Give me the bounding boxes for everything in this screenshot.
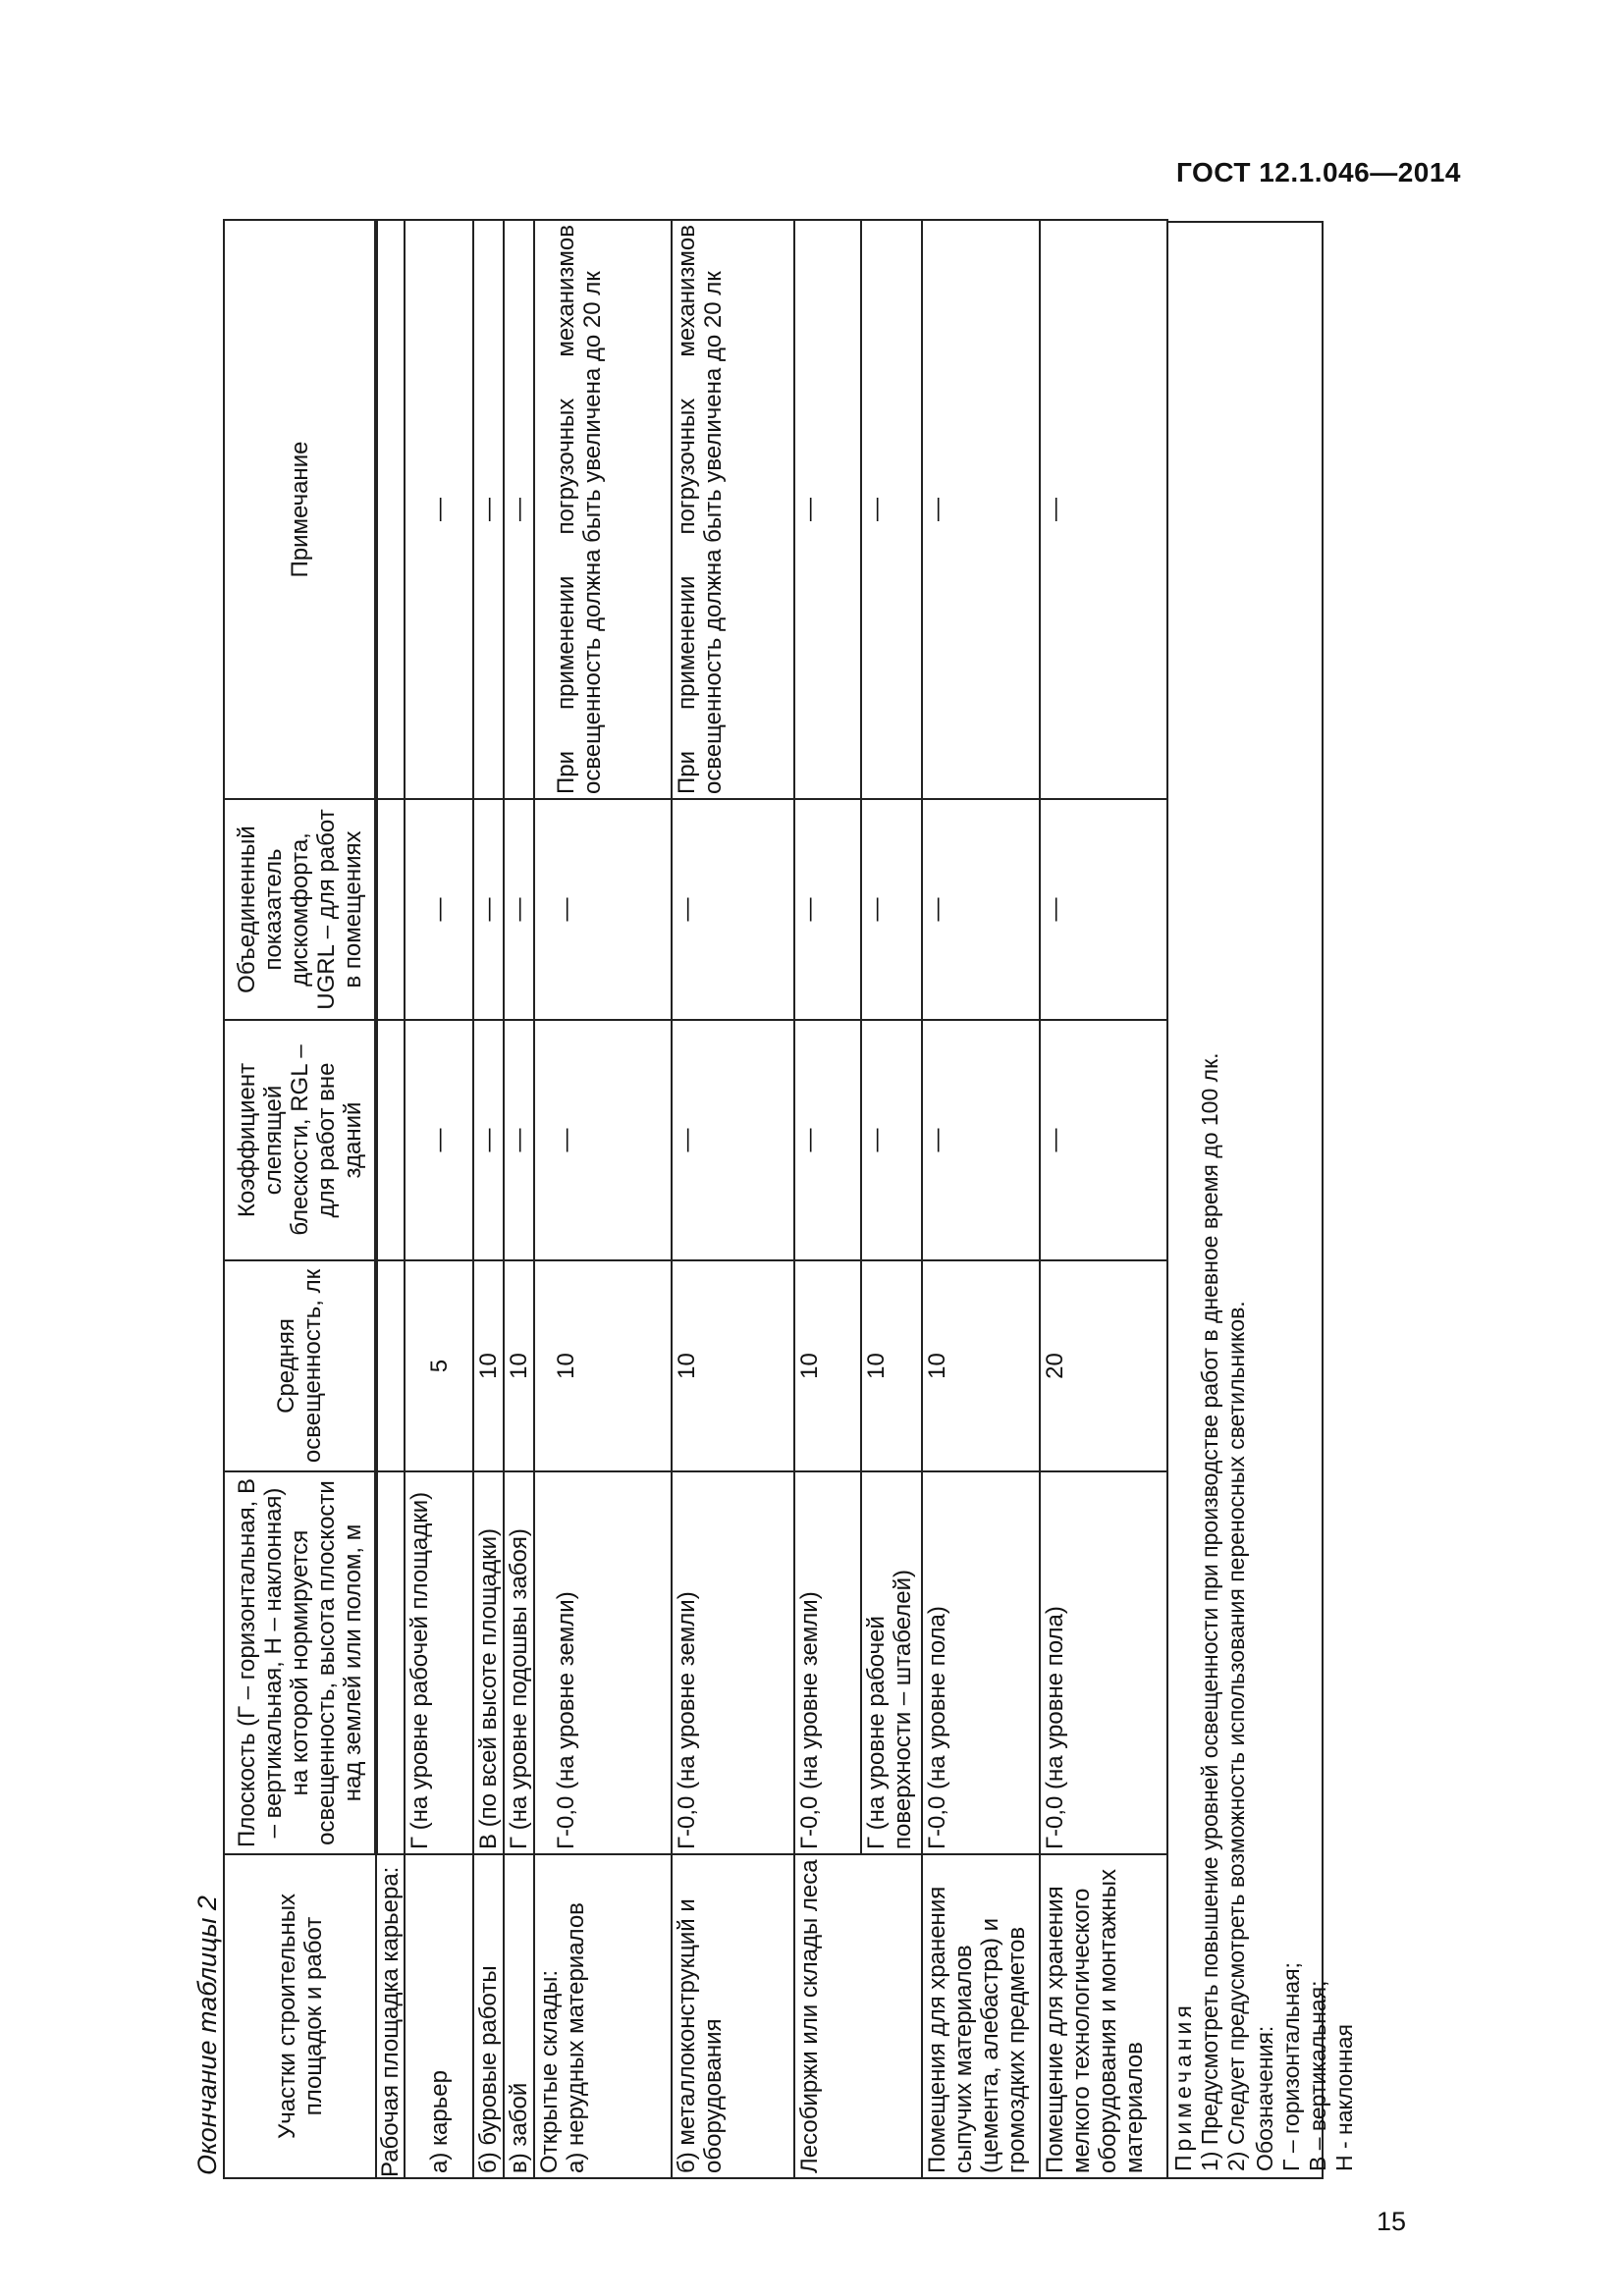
cell-area: Открытые склады: а) нерудных материалов [534, 1854, 672, 2178]
table-notes [1168, 221, 1357, 2179]
cell-lux: 10 [473, 1260, 504, 1471]
note-item: 2) Следует предусмотреть возможность использования переносных светильников. [1223, 1301, 1249, 2171]
cell-area: Помещение для хранения мелкого технологического оборудования и монтажных материалов [1040, 1854, 1167, 2178]
cell-note: — [861, 220, 922, 799]
table-row [504, 220, 534, 2178]
legend-item: Н - наклонная [1331, 2024, 1357, 2171]
page-number: 15 [1377, 2207, 1407, 2236]
cell-area: б) буровые работы [473, 1854, 504, 2178]
legend-title: Обозначения: [1252, 2025, 1277, 2171]
legend-item: В – вертикальная; [1305, 1980, 1330, 2171]
cell-lux: 10 [922, 1260, 1040, 1471]
cell-note: — [922, 220, 1040, 799]
cell-area: а) карьер [405, 1854, 473, 2178]
table-row [794, 220, 861, 2178]
cell-ugrl: — [672, 799, 794, 1020]
cell-lux: 10 [534, 1260, 672, 1471]
cell-lux: 10 [672, 1260, 794, 1471]
cell-ugrl: — [473, 799, 504, 1020]
table-header-row [224, 220, 376, 2178]
notes-title: Примечания [1170, 2002, 1196, 2171]
standard-header: ГОСТ 12.1.046—2014 [1176, 157, 1461, 187]
cell-area: Рабочая площадка карьера: [376, 1854, 405, 2178]
cell-note: — [405, 220, 473, 799]
rotated-table-sheet [191, 221, 1357, 2179]
cell-lux: 5 [405, 1260, 473, 1471]
col-header-plane: Плоскость (Г – горизонтальная, В – вертикальная, Н – наклонная) на которой нормируется освещенность, высота плоскости над землей или полом, м [224, 1471, 376, 1854]
col-header-rgl: Коэффициент слепящей блескости, RGL – для работ вне зданий [224, 1020, 376, 1260]
table-row [405, 220, 473, 2178]
table-row [534, 220, 672, 2178]
cell-note: — [1040, 220, 1167, 799]
table-row [922, 220, 1040, 2178]
cell-note: — [504, 220, 534, 799]
cell-plane: Г-0,0 (на уровне земли) [794, 1471, 861, 1854]
table-row [1040, 220, 1167, 2178]
cell-area: в) забой [504, 1854, 534, 2178]
cell-plane: В (по всей высоте площадки) [473, 1471, 504, 1854]
note-item: 1) Предусмотреть повышение уровней освещенности при производстве работ в дневное время до 100 лк. [1197, 1052, 1222, 2171]
cell-rgl: — [405, 1020, 473, 1260]
cell-ugrl: — [922, 799, 1040, 1020]
cell-plane: Г (на уровне рабочей поверхности – штабелей) [861, 1471, 922, 1854]
cell-plane: Г (на уровне рабочей площадки) [405, 1471, 473, 1854]
cell-area: б) металлоконструкций и оборудования [672, 1854, 794, 2178]
cell-rgl: — [1040, 1020, 1167, 1260]
cell-plane: Г-0,0 (на уровне земли) [672, 1471, 794, 1854]
cell-rgl: — [794, 1020, 861, 1260]
cell-ugrl: — [794, 799, 861, 1020]
cell-ugrl: — [1040, 799, 1167, 1020]
cell-note: — [794, 220, 861, 799]
cell-rgl: — [672, 1020, 794, 1260]
cell-plane: Г-0,0 (на уровне пола) [922, 1471, 1040, 1854]
illumination-table [223, 219, 1168, 2179]
cell-area: Лесобиржи или склады леса [794, 1854, 922, 2178]
cell-rgl: — [861, 1020, 922, 1260]
cell-rgl: — [504, 1020, 534, 1260]
cell-note: — [473, 220, 504, 799]
cell-rgl: — [922, 1020, 1040, 1260]
table-caption: Окончание таблицы 2 [192, 1896, 222, 2175]
cell-lux: 20 [1040, 1260, 1167, 1471]
cell-lux: 10 [861, 1260, 922, 1471]
cell-ugrl: — [534, 799, 672, 1020]
col-header-lux: Средняя освещенность, лк [224, 1260, 376, 1471]
cell-ugrl: — [504, 799, 534, 1020]
cell-ugrl: — [861, 799, 922, 1020]
cell-rgl: — [473, 1020, 504, 1260]
cell-note: При применении погрузочных механизмов освещенность должна быть увеличена до 20 лк [534, 220, 672, 799]
cell-ugrl: — [405, 799, 473, 1020]
table-row [473, 220, 504, 2178]
table-row-quarry-heading [376, 220, 405, 2178]
col-header-note: Примечание [224, 220, 376, 799]
legend-item: Г – горизонтальная; [1278, 1962, 1304, 2171]
col-header-area: Участки строительных площадок и работ [224, 1854, 376, 2178]
cell-plane: Г (на уровне подошвы забоя) [504, 1471, 534, 1854]
cell-note: При применении погрузочных механизмов освещенность должна быть увеличена до 20 лк [672, 220, 794, 799]
cell-lux: 10 [794, 1260, 861, 1471]
cell-rgl: — [534, 1020, 672, 1260]
cell-lux: 10 [504, 1260, 534, 1471]
cell-plane: Г-0,0 (на уровне земли) [534, 1471, 672, 1854]
col-header-ugrl: Объединенный показатель дискомфорта, UGRL – для работ в помещениях [224, 799, 376, 1020]
cell-plane: Г-0,0 (на уровне пола) [1040, 1471, 1167, 1854]
table-row [672, 220, 794, 2178]
cell-area: Помещения для хранения сыпучих материалов (цемента, алебастра) и громоздких предметов [922, 1854, 1040, 2178]
